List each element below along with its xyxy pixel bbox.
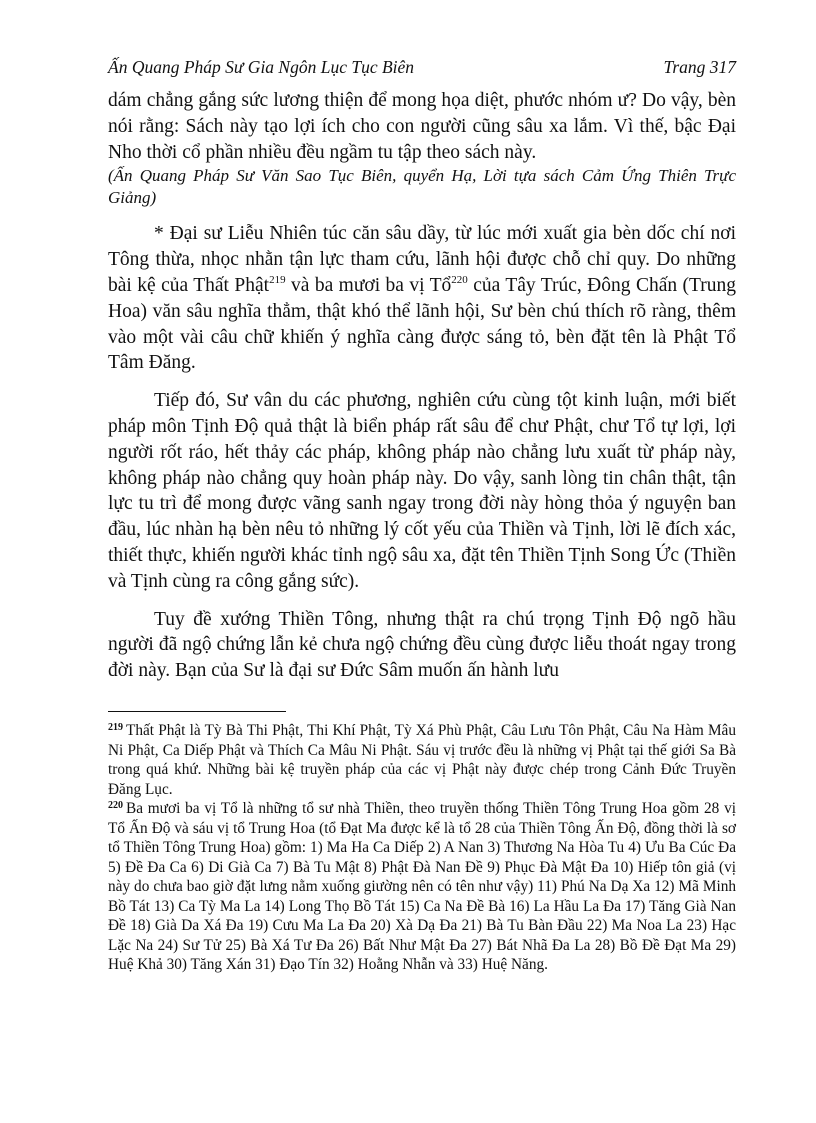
footnote-ref-219[interactable]: 219 <box>269 273 286 286</box>
footnotes <box>108 721 736 975</box>
footnote-ref-220[interactable]: 220 <box>451 273 468 286</box>
footnote-text: Thất Phật là Tỳ Bà Thi Phật, Thi Khí Phật, Tỳ Xá Phù Phật, Câu Lưu Tôn Phật, Câu Na Hàm Mâu Ni Phật, Ca Diếp Phật và Thích Ca Mâu Ni Phật. Sáu vị trước đều là những vị Phật tại thế giới Sa Bà trong quá khứ. Những bài kệ truyền pháp của các vị Phật này được chép trong Cảnh Đức Truyền Đăng Lục. <box>108 722 736 798</box>
footnote-divider <box>108 711 286 712</box>
page-number: Trang 317 <box>663 57 736 77</box>
footnote-text: Ba mươi ba vị Tổ là những tổ sư nhà Thiền, theo truyền thống Thiền Tông Trung Hoa gồm 28 vị Tổ Ấn Độ và sáu vị tổ Trung Hoa (tổ Đạt Ma được kể là tổ 28 của Thiền Tông Ấn Độ, đồng thời là sơ tổ Thiền Tông Trung Hoa) gồm: 1) Ma Ha Ca Diếp 2) A Nan 3) Thương Na Hòa Tu 4) Ưu Ba Cúc Đa 5) Đề Đa Ca 6) Di Già Ca 7) Bà Tu Mật 8) Phật Đà Nan Đề 9) Phục Đà Mật Đa 10) Hiếp tôn giả (vị này do chưa bao giờ đặt lưng nằm xuống giường nên có tên như vậy) 11) Phú Na Dạ Xa 12) Mã Minh Bồ Tát 13) Ca Tỳ Ma La 14) Long Thọ Bồ Tát 15) Ca Na Đề Bà 16) La Hầu La Đa 17) Tăng Già Nan Đề 18) Già Da Xá Đa 19) Cưu Ma La Đa 20) Xà Dạ Đa 21) Bà Tu Bàn Đầu 22) Ma Noa La 23) Hạc Lặc Na 24) Sư Tử 25) Bà Xá Tư Đa 26) Bất Như Mật Đa 27) Bát Nhã Đa La 28) Bồ Đề Đạt Ma 29) Huệ Khả 30) Tăng Xán 31) Đạo Tín 32) Hoằng Nhẫn và 33) Huệ Năng. <box>108 800 736 973</box>
footnote-number: 219 <box>108 722 123 733</box>
paragraph-text: * Đại sư Liễu Nhiên túc căn sâu dầy, từ lúc mới xuất gia bèn dốc chí nơi Tông thừa, nhọc nhằn tận lực tham cứu, lãnh hội được chỗ chỉ quy. Do những bài kệ của Thất Phật <box>108 223 736 296</box>
paragraph-tinh-do: Tiếp đó, Sư vân du các phương, nghiên cứu cùng tột kinh luận, mới biết pháp môn Tịnh Độ quả thật là biển pháp rất sâu để chư Phật, chư Tổ tự lợi, lợi người rốt ráo, hết thảy các pháp, không pháp nào chẳng lưu xuất từ pháp này, không pháp nào chẳng quy hoàn pháp này. Do vậy, sanh lòng tin chân thật, tận lực tu trì để mong được vãng sanh ngay trong đời này hòng thỏa ý nguyện ban đầu, lúc nhàn hạ bèn nêu tỏ những lý cốt yếu của Thiền và Tịnh, lời lẽ đích xác, thiết thực, khiến người khác tỉnh ngộ sâu xa, đặt tên Thiền Tịnh Song Ức (Thiền và Tịnh cùng ra công gắng sức). <box>108 390 736 592</box>
paragraph-lieu-nhien <box>108 221 736 376</box>
footnote-number: 220 <box>108 800 123 811</box>
paragraph-text: và ba mươi ba vị Tổ <box>285 274 452 296</box>
footnote-219 <box>108 721 736 799</box>
page-header <box>108 57 736 78</box>
book-title: Ấn Quang Pháp Sư Gia Ngôn Lục Tục Biên <box>108 57 415 77</box>
source-citation: (Ấn Quang Pháp Sư Văn Sao Tục Biên, quyển Hạ, Lời tựa sách Cảm Ứng Thiên Trực Giảng) <box>108 166 736 208</box>
main-text <box>108 88 736 684</box>
footnote-220 <box>108 799 736 975</box>
paragraph-text: của Tây Trúc, Đông Chấn (Trung Hoa) văn sâu nghĩa thẳm, thật khó thể lãnh hội, Sư bèn chú thích rõ ràng, thêm vào một vài câu chữ khiến ý nghĩa càng được sáng tỏ, bèn đặt tên là Phật Tổ Tâm Đăng. <box>108 274 736 374</box>
paragraph-continuation: dám chẳng gắng sức lương thiện để mong họa diệt, phước nhóm ư? Do vậy, bèn nói rằng: Sách này tạo lợi ích cho con người cũng sâu xa lắm. Vì thế, bậc Đại Nho thời cổ phần nhiều đều ngầm tu tập theo sách này. <box>108 90 736 163</box>
paragraph-thien-tong: Tuy đề xướng Thiền Tông, nhưng thật ra chú trọng Tịnh Độ ngõ hầu người đã ngộ chứng lẫn kẻ chưa ngộ chứng đều cùng được liễu thoát ngay trong đời này. Bạn của Sư là đại sư Đức Sâm muốn ấn hành lưu <box>108 608 736 682</box>
